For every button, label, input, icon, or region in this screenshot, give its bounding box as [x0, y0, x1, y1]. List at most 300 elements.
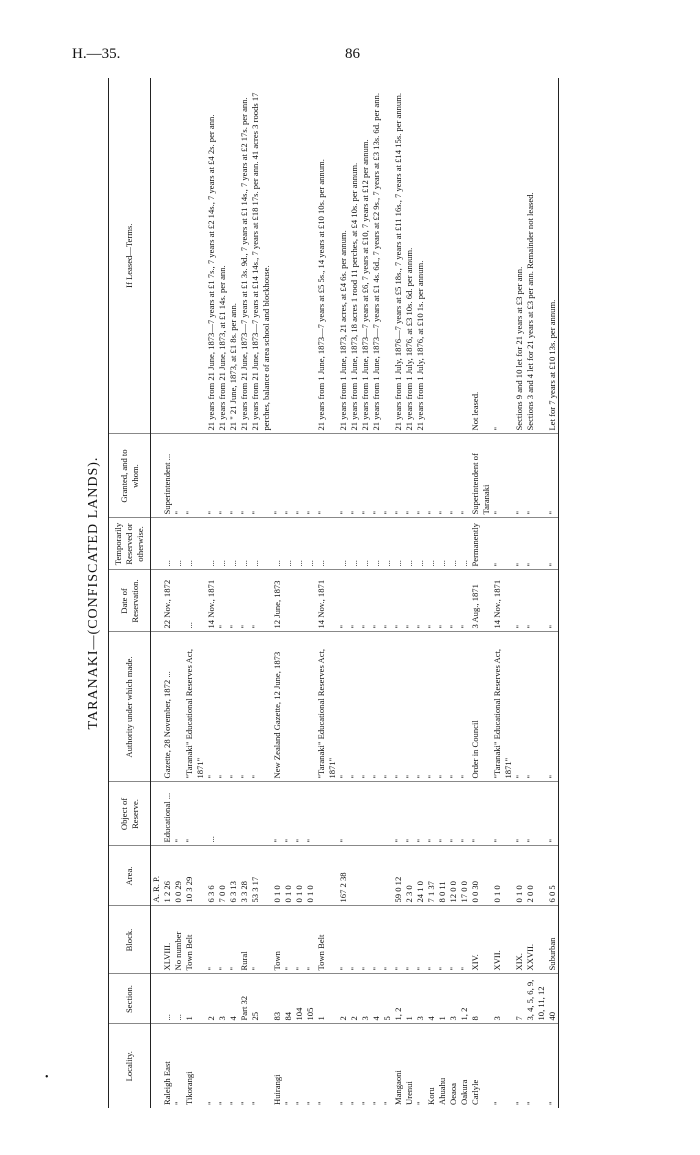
- cell-object: ": [525, 782, 547, 846]
- cell-block: Town Belt: [184, 906, 206, 974]
- cell-section: 2: [338, 974, 349, 1024]
- cell-temp: ...: [294, 518, 305, 570]
- cell-object: [349, 782, 360, 846]
- table-row: [371, 78, 382, 1108]
- cell-authority: "Taranaki" Educational Reserves Act, 1871": [492, 632, 514, 782]
- table-row: [404, 78, 415, 1108]
- cell-area: [371, 846, 382, 906]
- col-terms: If Leased—Terms.: [109, 78, 151, 434]
- cell-object: [250, 782, 272, 846]
- cell-terms: [162, 78, 173, 434]
- cell-locality: ": [360, 1101, 370, 1105]
- cell-block: ": [393, 906, 404, 974]
- cell-terms: [437, 78, 448, 434]
- cell-area: 3 3 28: [239, 846, 250, 906]
- cell-temp: ...: [305, 518, 316, 570]
- cell-date: ": [448, 570, 459, 632]
- cell-authority: ": [547, 632, 559, 782]
- cell-object: [316, 782, 338, 846]
- cell-granted: ": [173, 434, 184, 518]
- cell-object: ": [470, 782, 492, 846]
- table-row: [448, 78, 459, 1108]
- cell-temp: Permanently: [470, 518, 492, 570]
- cell-object: ": [393, 782, 404, 846]
- cell-granted: ": [459, 434, 470, 518]
- cell-locality: Carlyle: [470, 1079, 480, 1105]
- margin-mark: •: [45, 1072, 49, 1083]
- cell-object: ": [294, 782, 305, 846]
- cell-date: ": [415, 570, 426, 632]
- cell-temp: ...: [250, 518, 272, 570]
- cell-granted: ": [349, 434, 360, 518]
- table-row: [305, 78, 316, 1108]
- area-units: A. R. P.: [151, 846, 163, 906]
- cell-granted: ": [492, 434, 514, 518]
- cell-authority: ": [250, 632, 272, 782]
- cell-section: ...: [173, 974, 184, 1024]
- cell-terms: [294, 78, 305, 434]
- cell-block: ": [305, 906, 316, 974]
- cell-date: ...: [184, 570, 206, 632]
- cell-block: ": [250, 906, 272, 974]
- cell-authority: Gazette, 28 November, 1872 ...: [162, 632, 173, 782]
- cell-temp: ...: [448, 518, 459, 570]
- cell-area: 24 1 0: [415, 846, 426, 906]
- table-title: TARANAKI—(CONFISCATED LANDS).: [86, 456, 101, 730]
- cell-section: 3: [448, 974, 459, 1024]
- cell-authority: "Taranaki" Educational Reserves Act, 1871": [184, 632, 206, 782]
- cell-temp: ...: [338, 518, 349, 570]
- cell-authority: Order in Council: [470, 632, 492, 782]
- cell-locality: ": [316, 1101, 326, 1105]
- cell-granted: ": [547, 434, 559, 518]
- cell-granted: ": [525, 434, 547, 518]
- cell-date: [283, 570, 294, 632]
- cell-authority: ": [349, 632, 360, 782]
- cell-area: 6 3 6: [206, 846, 217, 906]
- cell-locality: Ahuahu: [437, 1077, 447, 1105]
- cell-section: 3: [415, 974, 426, 1024]
- cell-section: 3: [217, 974, 228, 1024]
- cell-temp: ...: [239, 518, 250, 570]
- cell-object: ": [338, 782, 349, 846]
- cell-locality: ": [283, 1101, 293, 1105]
- col-granted: Granted, and to whom.: [109, 434, 151, 518]
- table-row: [228, 78, 239, 1108]
- cell-object: [360, 782, 371, 846]
- cell-authority: New Zealand Gazette, 12 June, 1873: [272, 632, 283, 782]
- cell-area: 12 0 0: [448, 846, 459, 906]
- cell-object: ": [305, 782, 316, 846]
- cell-date: ": [371, 570, 382, 632]
- cell-terms: [283, 78, 294, 434]
- cell-granted: ": [305, 434, 316, 518]
- cell-granted: ": [316, 434, 338, 518]
- col-block: Block.: [109, 906, 151, 974]
- cell-terms: 21 years from 1 June, 1873, 18 acres 1 rood 11 perches, at £4 10s. per annum.: [349, 78, 360, 434]
- cell-temp: ": [492, 518, 514, 570]
- cell-date: ": [250, 570, 272, 632]
- cell-block: Town Belt: [316, 906, 338, 974]
- cell-terms: Sections 9 and 10 let for 21 years at £3 per ann.: [514, 78, 525, 434]
- table-row: [217, 78, 228, 1108]
- cell-block: ": [206, 906, 217, 974]
- cell-temp: ...: [349, 518, 360, 570]
- cell-block: ": [294, 906, 305, 974]
- cell-object: Educational ...: [162, 782, 173, 846]
- cell-area: 2 0 0: [525, 846, 547, 906]
- cell-granted: ": [360, 434, 371, 518]
- cell-object: ": [547, 782, 559, 846]
- cell-granted: ": [272, 434, 283, 518]
- cell-terms: 21 years from 1 July, 1876—7 years at £5 18s., 7 years at £11 16s., 7 years at £14 15s. per annum.: [393, 78, 404, 434]
- table-row: [492, 78, 514, 1108]
- cell-section: 5: [382, 974, 393, 1024]
- header-row: [109, 78, 151, 1108]
- cell-temp: ...: [162, 518, 173, 570]
- table-row: [162, 78, 173, 1108]
- cell-block: XLVIII.: [162, 906, 173, 974]
- cell-locality: ": [514, 1101, 524, 1105]
- cell-authority: ": [426, 632, 437, 782]
- cell-object: ": [404, 782, 415, 846]
- cell-authority: ": [382, 632, 393, 782]
- table-row: [184, 78, 206, 1108]
- cell-locality: ": [525, 1101, 535, 1105]
- cell-granted: Superintendent of Taranaki: [470, 434, 492, 518]
- cell-terms: ": [492, 78, 514, 434]
- cell-locality: Koru: [426, 1087, 436, 1105]
- cell-temp: ...: [272, 518, 283, 570]
- cell-granted: ": [426, 434, 437, 518]
- cell-area: 0 1 0: [514, 846, 525, 906]
- page-number: 86: [345, 46, 360, 62]
- table-row: [250, 78, 272, 1108]
- cell-terms: [173, 78, 184, 434]
- cell-authority: ": [415, 632, 426, 782]
- cell-locality: ": [217, 1101, 227, 1105]
- cell-locality: ": [338, 1101, 348, 1105]
- document-reference: H.—35.: [72, 46, 121, 62]
- cell-date: ": [547, 570, 559, 632]
- cell-date: ": [393, 570, 404, 632]
- table-row: [514, 78, 525, 1108]
- cell-granted: ": [250, 434, 272, 518]
- cell-block: ": [360, 906, 371, 974]
- cell-granted: ": [382, 434, 393, 518]
- cell-temp: ...: [184, 518, 206, 570]
- cell-section: 3, 4, 5, 6, 9, 10, 11, 12: [525, 974, 547, 1024]
- cell-block: ": [371, 906, 382, 974]
- cell-authority: ": [217, 632, 228, 782]
- table-row: [382, 78, 393, 1108]
- cell-date: ": [239, 570, 250, 632]
- cell-area: 10 3 29: [184, 846, 206, 906]
- cell-object: ": [514, 782, 525, 846]
- cell-section: 1: [316, 974, 338, 1024]
- cell-terms: [272, 78, 283, 434]
- cell-object: ": [426, 782, 437, 846]
- table-row: [173, 78, 184, 1108]
- cell-date: ": [360, 570, 371, 632]
- cell-object: ": [415, 782, 426, 846]
- cell-section: 3: [360, 974, 371, 1024]
- cell-granted: ": [393, 434, 404, 518]
- cell-section: 1: [404, 974, 415, 1024]
- cell-block: XIX.: [514, 906, 525, 974]
- cell-terms: Sections 3 and 4 let for 21 years at £3 per ann. Remainder not leased.: [525, 78, 547, 434]
- cell-granted: ": [415, 434, 426, 518]
- cell-terms: 21 years from 1 July, 1876, at £10 1s. per annum.: [415, 78, 426, 434]
- cell-granted: ": [294, 434, 305, 518]
- cell-authority: ": [239, 632, 250, 782]
- cell-block: No number: [173, 906, 184, 974]
- cell-temp: ...: [316, 518, 338, 570]
- cell-locality: Oakura: [459, 1079, 469, 1105]
- cell-terms: [426, 78, 437, 434]
- cell-area: 17 0 0: [459, 846, 470, 906]
- cell-temp: ...: [415, 518, 426, 570]
- cell-block: ": [404, 906, 415, 974]
- cell-object: ": [283, 782, 294, 846]
- cell-authority: ": [525, 632, 547, 782]
- rotated-table-region: [86, 78, 646, 1108]
- table-row: [547, 78, 559, 1108]
- cell-area: 6 0 5: [547, 846, 559, 906]
- cell-section: 25: [250, 974, 272, 1024]
- cell-authority: ": [371, 632, 382, 782]
- cell-authority: ": [448, 632, 459, 782]
- cell-granted: ": [239, 434, 250, 518]
- cell-object: ": [437, 782, 448, 846]
- cell-locality: ": [492, 1101, 502, 1105]
- cell-authority: ": [338, 632, 349, 782]
- cell-object: ...: [206, 782, 217, 846]
- cell-object: [228, 782, 239, 846]
- table-row: [393, 78, 404, 1108]
- cell-area: 0 1 0: [305, 846, 316, 906]
- cell-block: XVII.: [492, 906, 514, 974]
- cell-granted: ": [404, 434, 415, 518]
- cell-section: 83: [272, 974, 283, 1024]
- cell-block: Rural: [239, 906, 250, 974]
- col-area: Area.: [109, 846, 151, 906]
- cell-date: ": [228, 570, 239, 632]
- cell-object: [382, 782, 393, 846]
- cell-date: ": [437, 570, 448, 632]
- cell-temp: ...: [217, 518, 228, 570]
- cell-area: 0 0 29: [173, 846, 184, 906]
- cell-terms: [382, 78, 393, 434]
- table-row: [470, 78, 492, 1108]
- cell-terms: 21 years from 1 June, 1873—7 years at £5 5s., 14 years at £10 10s. per annum.: [316, 78, 338, 434]
- cell-date: 14 Nov., 1871: [206, 570, 217, 632]
- cell-locality: ": [305, 1101, 315, 1105]
- cell-terms: 21 years from 1 July, 1876, at £3 10s. 6d. per annum.: [404, 78, 415, 434]
- cell-temp: ...: [382, 518, 393, 570]
- cell-granted: ": [437, 434, 448, 518]
- cell-date: 14 Nov., 1871: [492, 570, 514, 632]
- cell-area: 167 2 38: [338, 846, 349, 906]
- table-row: [459, 78, 470, 1108]
- cell-object: ": [492, 782, 514, 846]
- table-row: [272, 78, 283, 1108]
- cell-section: 1, 2: [459, 974, 470, 1024]
- cell-terms: [459, 78, 470, 434]
- cell-block: ": [349, 906, 360, 974]
- cell-area: 1 2 26: [162, 846, 173, 906]
- cell-terms: [184, 78, 206, 434]
- cell-authority: ": [459, 632, 470, 782]
- cell-date: ": [404, 570, 415, 632]
- cell-section: 105: [305, 974, 316, 1024]
- cell-area: 53 3 17: [250, 846, 272, 906]
- table-row: [426, 78, 437, 1108]
- cell-date: 14 Nov., 1871: [316, 570, 338, 632]
- table-row: [239, 78, 250, 1108]
- reserves-table: [108, 78, 559, 1108]
- cell-section: 4: [371, 974, 382, 1024]
- cell-area: 2 3 0: [404, 846, 415, 906]
- cell-date: ": [514, 570, 525, 632]
- col-date: Date of Reservation.: [109, 570, 151, 632]
- cell-date: ": [459, 570, 470, 632]
- cell-block: XIV.: [470, 906, 492, 974]
- cell-section: 1: [184, 974, 206, 1024]
- cell-terms: 21 years from 21 June, 1873—7 years at £1 3s. 9d., 7 years at £1 14s., 7 years at £2 17s. per ann.: [239, 78, 250, 434]
- cell-date: [294, 570, 305, 632]
- cell-section: 8: [470, 974, 492, 1024]
- cell-object: [217, 782, 228, 846]
- cell-authority: ": [360, 632, 371, 782]
- cell-granted: ": [228, 434, 239, 518]
- cell-date: 22 Nov., 1872: [162, 570, 173, 632]
- cell-area: 8 0 11: [437, 846, 448, 906]
- cell-section: 84: [283, 974, 294, 1024]
- cell-area: 0 1 0: [492, 846, 514, 906]
- cell-terms: 21 years from 21 June, 1873—7 years at £1 7s., 7 years at £2 14s., 7 years at £4 2s. per ann.: [206, 78, 217, 434]
- table-row: [316, 78, 338, 1108]
- cell-terms: [448, 78, 459, 434]
- cell-authority: "Taranaki" Educational Reserves Act, 1871": [316, 632, 338, 782]
- cell-temp: ...: [426, 518, 437, 570]
- cell-object: ": [448, 782, 459, 846]
- col-section: Section.: [109, 974, 151, 1024]
- cell-temp: ...: [404, 518, 415, 570]
- cell-authority: ": [514, 632, 525, 782]
- table-row: [437, 78, 448, 1108]
- col-object: Object of Reserve.: [109, 782, 151, 846]
- cell-terms: 21 years from 21 June, 1873—7 years at £14 14s., 7 years at £18 17s. per ann. 41 acres 3 roods 17 perches, balance of area school and blockhouse.: [250, 78, 272, 434]
- cell-object: ": [272, 782, 283, 846]
- cell-area: 0 1 0: [272, 846, 283, 906]
- cell-object: [371, 782, 382, 846]
- cell-temp: ": [547, 518, 559, 570]
- cell-locality: Huirangi: [272, 1074, 282, 1105]
- cell-locality: ": [228, 1101, 238, 1105]
- cell-locality: ": [206, 1101, 216, 1105]
- cell-area: 6 3 13: [228, 846, 239, 906]
- cell-area: [349, 846, 360, 906]
- cell-authority: ": [228, 632, 239, 782]
- cell-section: 1: [437, 974, 448, 1024]
- cell-granted: ": [184, 434, 206, 518]
- cell-section: 2: [349, 974, 360, 1024]
- cell-granted: ": [217, 434, 228, 518]
- cell-temp: ...: [459, 518, 470, 570]
- table-row: [349, 78, 360, 1108]
- cell-granted: Superintendent ...: [162, 434, 173, 518]
- cell-block: ": [437, 906, 448, 974]
- cell-authority: ": [393, 632, 404, 782]
- cell-section: 7: [514, 974, 525, 1024]
- cell-temp: ...: [437, 518, 448, 570]
- cell-block: ": [283, 906, 294, 974]
- cell-authority: ": [206, 632, 217, 782]
- table-row: [283, 78, 294, 1108]
- cell-granted: ": [371, 434, 382, 518]
- cell-locality: ": [415, 1101, 425, 1105]
- cell-area: 7 1 37: [426, 846, 437, 906]
- cell-block: ": [382, 906, 393, 974]
- cell-block: ": [338, 906, 349, 974]
- cell-section: 4: [228, 974, 239, 1024]
- cell-terms: Let for 7 years at £10 13s. per annum.: [547, 78, 559, 434]
- cell-block: ": [217, 906, 228, 974]
- cell-temp: ...: [228, 518, 239, 570]
- cell-temp: ...: [173, 518, 184, 570]
- cell-date: [173, 570, 184, 632]
- cell-section: ...: [162, 974, 173, 1024]
- cell-section: 104: [294, 974, 305, 1024]
- cell-block: Suburban: [547, 906, 559, 974]
- cell-block: ": [459, 906, 470, 974]
- cell-area: 59 0 12: [393, 846, 404, 906]
- cell-section: 3: [492, 974, 514, 1024]
- cell-block: ": [415, 906, 426, 974]
- cell-locality: Mangaoni: [393, 1070, 403, 1105]
- cell-section: 2: [206, 974, 217, 1024]
- cell-locality: Urenui: [404, 1081, 414, 1105]
- cell-granted: ": [514, 434, 525, 518]
- cell-area: [316, 846, 338, 906]
- cell-date: ": [338, 570, 349, 632]
- cell-locality: ": [294, 1101, 304, 1105]
- cell-block: XXVII.: [525, 906, 547, 974]
- cell-locality: ": [173, 1101, 183, 1105]
- cell-terms: 21 " 21 June, 1873, at £1 8s. per ann.: [228, 78, 239, 434]
- cell-area: 7 0 0: [217, 846, 228, 906]
- cell-terms: 21 years from 21 June, 1873, at £1 14s. per ann.: [217, 78, 228, 434]
- cell-locality: ": [239, 1101, 249, 1105]
- cell-date: ": [525, 570, 547, 632]
- cell-temp: ...: [360, 518, 371, 570]
- cell-section: 40: [547, 974, 559, 1024]
- cell-authority: ": [437, 632, 448, 782]
- cell-temp: ...: [283, 518, 294, 570]
- cell-locality: ": [371, 1101, 381, 1105]
- cell-locality: ": [250, 1101, 260, 1105]
- cell-block: Town: [272, 906, 283, 974]
- cell-authority: [283, 632, 294, 782]
- col-authority: Authority under which made.: [109, 632, 151, 782]
- cell-block: ": [228, 906, 239, 974]
- cell-object: ": [184, 782, 206, 846]
- cell-temp: ...: [206, 518, 217, 570]
- cell-temp: ...: [393, 518, 404, 570]
- table-row: [206, 78, 217, 1108]
- col-locality: Locality.: [109, 1024, 151, 1108]
